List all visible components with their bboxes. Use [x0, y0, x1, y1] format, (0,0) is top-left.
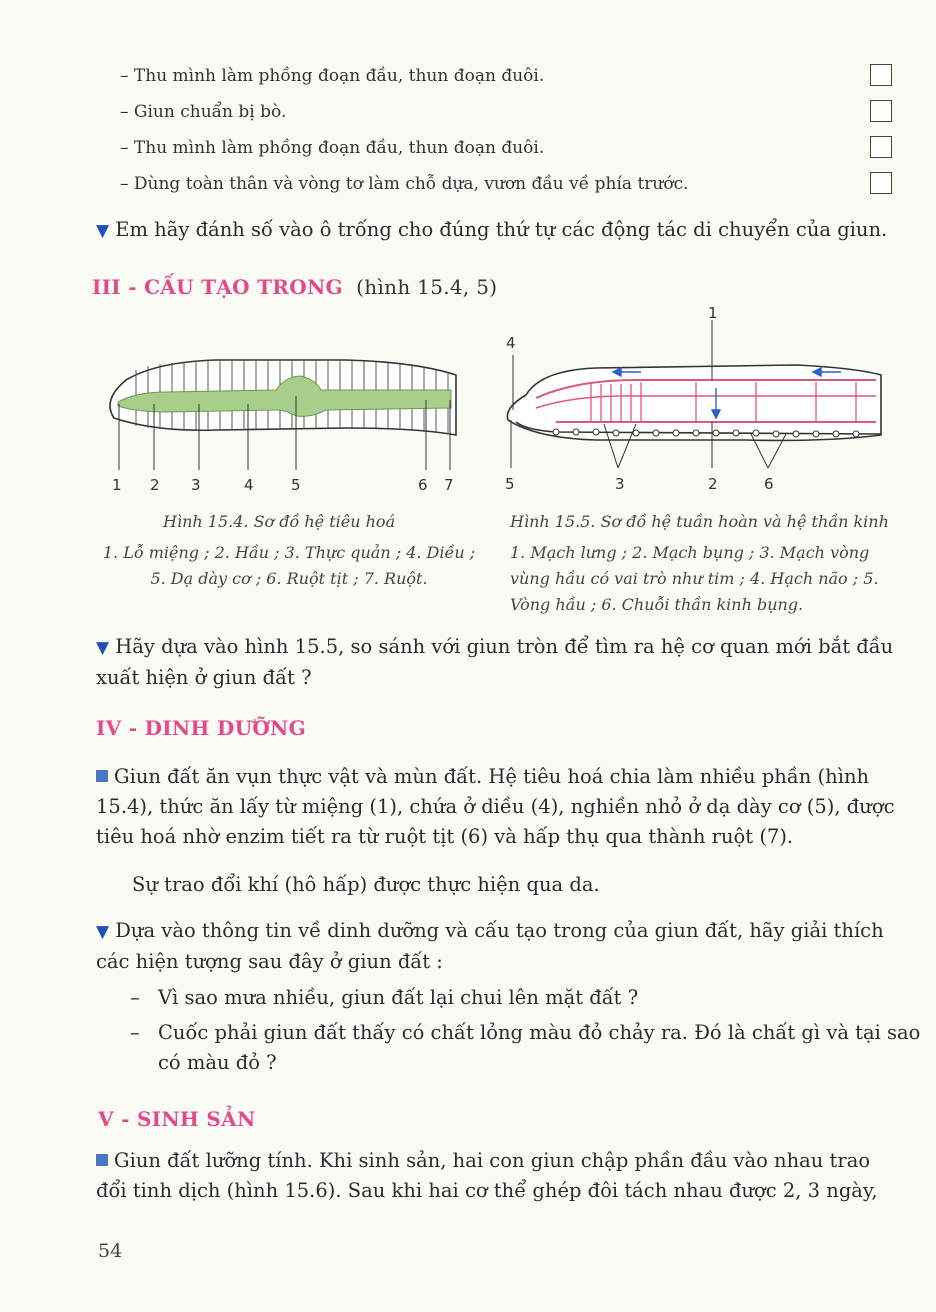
checklist-item: – Giun chuẩn bị bò.: [120, 102, 287, 122]
triangle-marker-icon: ▼: [96, 221, 110, 241]
triangle-marker-icon: ▼: [96, 638, 110, 658]
fig-label: 4: [244, 476, 254, 494]
fig-label: 2: [150, 476, 160, 494]
page-number: 54: [98, 1240, 123, 1262]
fig-label: 3: [191, 476, 201, 494]
fig-label: 1: [708, 304, 718, 322]
square-marker-icon: [96, 770, 108, 782]
triangle-marker-icon: ▼: [96, 922, 110, 942]
fig-label: 1: [112, 476, 122, 494]
fig-15-4-title: Hình 15.4. Sơ đồ hệ tiêu hoá: [163, 512, 396, 531]
reproduction-paragraph: Giun đất lưỡng tính. Khi sinh sản, hai con giun chập phần đầu vào nhau trao đổi tinh dịch (hình 15.6). Sau khi hai cơ thể ghép đôi tách nhau được 2, 3 ngày,: [96, 1149, 878, 1202]
instruction-3: ▼ Dựa vào thông tin về dinh dưỡng và cấu tạo trong của giun đất, hãy giải thích các hiện tượng sau đây ở giun đất :: [96, 919, 884, 973]
fig-label: 5: [291, 476, 301, 494]
section-5-heading: V - SINH SẢN: [98, 1107, 256, 1131]
fig-15-5-caption: 1. Mạch lưng ; 2. Mạch bụng ; 3. Mạch vòng vùng hầu có vai trò như tim ; 4. Hạch não ; 5. Vòng hầu ; 6. Chuỗi thần kinh bụng.: [510, 543, 879, 614]
question-item: – Vì sao mưa nhiều, giun đất lại chui lên mặt đất ?: [130, 983, 924, 1013]
fig-15-4-caption: 1. Lỗ miệng ; 2. Hầu ; 3. Thực quản ; 4. Diều ; 5. Dạ dày cơ ; 6. Ruột tịt ; 7. Ruột.: [102, 543, 476, 588]
fig-label: 2: [708, 475, 718, 493]
instruction-2: ▼ Hãy dựa vào hình 15.5, so sánh với giun tròn để tìm ra hệ cơ quan mới bắt đầu xuất hiện ở giun đất ?: [96, 635, 894, 689]
fig-15-5-title: Hình 15.5. Sơ đồ hệ tuần hoàn và hệ thần kinh: [510, 512, 889, 531]
fig-label: 5: [505, 475, 515, 493]
fig-label: 7: [444, 476, 454, 494]
fig-label: 6: [764, 475, 774, 493]
square-marker-icon: [96, 1154, 108, 1166]
question-item: – Cuốc phải giun đất thấy có chất lỏng màu đỏ chảy ra. Đó là chất gì và tại sao có màu đỏ ?: [130, 1018, 924, 1078]
figure-15-5-circulatory-nervous-diagram: [496, 300, 891, 500]
fig-label: 3: [615, 475, 625, 493]
checklist-item: – Thu mình làm phồng đoạn đầu, thun đoạn đuôi.: [120, 138, 545, 158]
checkbox[interactable]: [870, 100, 892, 122]
breathing-paragraph: Sự trao đổi khí (hô hấp) được thực hiện qua da.: [132, 873, 600, 896]
checkbox[interactable]: [870, 172, 892, 194]
section-3-heading: III - CẤU TẠO TRONG (hình 15.4, 5): [92, 275, 498, 299]
checklist-item: – Thu mình làm phồng đoạn đầu, thun đoạn đuôi.: [120, 66, 545, 86]
fig-label: 6: [418, 476, 428, 494]
nutrition-paragraph: Giun đất ăn vụn thực vật và mùn đất. Hệ tiêu hoá chia làm nhiều phần (hình 15.4), thức ăn lấy từ miệng (1), chứa ở diều (4), nghiền nhỏ ở dạ dày cơ (5), được tiêu hoá nhờ enzim tiết ra từ ruột tịt (6) và hấp thụ qua thành ruột (7).: [96, 765, 895, 848]
instruction-1: ▼ Em hãy đánh số vào ô trống cho đúng thứ tự các động tác di chuyển của giun.: [96, 218, 888, 241]
section-4-heading: IV - DINH DƯỠNG: [96, 716, 307, 740]
figure-15-4-digestive-diagram: [96, 340, 466, 500]
checkbox[interactable]: [870, 64, 892, 86]
checkbox[interactable]: [870, 136, 892, 158]
fig-label: 4: [506, 334, 516, 352]
checklist-item: – Dùng toàn thân và vòng tơ làm chỗ dựa, vươn đầu về phía trước.: [120, 174, 689, 194]
